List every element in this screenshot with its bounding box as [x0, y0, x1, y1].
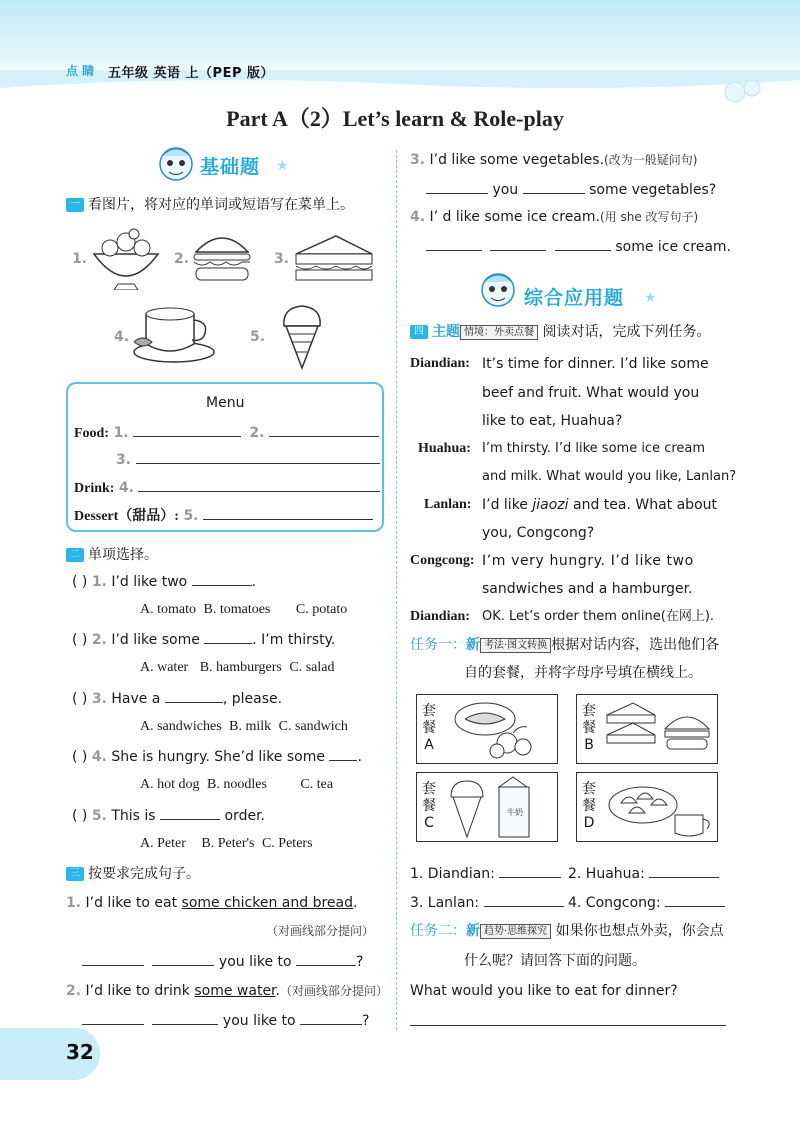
- answer-3-blank[interactable]: [484, 893, 564, 907]
- question-1-options: [140, 601, 347, 619]
- question-2-stem-end: . I’m thirsty.: [252, 632, 336, 648]
- menu-food-row-2: [116, 450, 380, 469]
- dialogue-line-6b: and tea. What about: [573, 497, 717, 513]
- q3-option-a[interactable]: A. sandwiches: [140, 719, 222, 734]
- rewrite-2-tail: ?: [362, 1013, 370, 1029]
- rewrite-item-4: [410, 208, 698, 226]
- context-tag: 情境：外卖点餐: [460, 325, 538, 340]
- task-1-answer-2: [568, 864, 719, 883]
- q4-option-c[interactable]: C. tea: [300, 777, 334, 792]
- set-a-label-char-1: 套: [422, 703, 436, 719]
- theme-label: 主题: [432, 324, 460, 340]
- answer-3-label: 3. Lanlan:: [410, 895, 480, 911]
- milk-carton-label: 牛奶: [507, 808, 523, 817]
- page-number: 32: [66, 1040, 94, 1064]
- dialogue-line-10: OK. Let’s order them online(在网上).: [482, 609, 715, 624]
- section-2-instruction: 单项选择。: [88, 547, 158, 563]
- dialogue-line-7: you, Congcong?: [482, 525, 595, 541]
- q4-option-b[interactable]: B. noodles: [207, 777, 267, 792]
- question-4-stem: She is hungry. She’d like some: [111, 749, 325, 765]
- ice-cream-and-milk-picture: [443, 775, 555, 841]
- q5-option-a[interactable]: A. Peter: [140, 836, 186, 851]
- set-d-label-char-1: 套: [582, 781, 596, 797]
- task-1-answer-1: [410, 864, 561, 883]
- task-2-instruction-b: 什么呢？请回答下面的问题。: [464, 953, 646, 969]
- set-b-letter: B: [584, 737, 594, 753]
- rewrite-2-underlined: some water: [194, 983, 276, 999]
- dialogue-line-3: like to eat, Huahua?: [482, 413, 623, 429]
- rewrite-1-tail: ?: [356, 954, 364, 970]
- task-2-label: 任务二：: [410, 923, 466, 939]
- speaker-huahua: Huahua:: [418, 441, 471, 456]
- question-4-options: [140, 776, 333, 794]
- task-1-answer-3: [410, 893, 564, 912]
- set-d-letter: D: [583, 815, 595, 831]
- section-4-badge: 四: [410, 325, 428, 339]
- salad-bowl-picture: [88, 228, 164, 290]
- rewrite-1-blank-c[interactable]: [296, 952, 356, 966]
- rewrite-2-note: （对画线部分提问）: [279, 984, 388, 998]
- rewrite-2-answer-row: [82, 1011, 369, 1030]
- dialogue-line-8: I’m very hungry. I’d like two: [482, 553, 694, 569]
- rewrite-1-answer-text: you like to: [218, 954, 292, 970]
- applied-section-banner: 综合应用题: [524, 287, 625, 309]
- section-1-instruction: 看图片，将对应的单词或短语写在菜单上。: [88, 197, 354, 213]
- q5-option-b[interactable]: B. Peter's: [201, 836, 255, 851]
- dialogue-line-4: I’m thirsty. I’d like some ice cream: [482, 441, 706, 456]
- set-b-label-char-1: 套: [582, 703, 596, 719]
- menu-blank-3-number: 3.: [116, 452, 132, 468]
- question-3-stem-end: , please.: [222, 691, 283, 707]
- task-2-instruction-a: 如果你也想点外卖，你会点: [555, 923, 724, 939]
- set-b-label: [579, 703, 599, 754]
- speaker-lanlan: Lanlan:: [424, 497, 472, 512]
- question-5-stem-end: order.: [224, 808, 265, 824]
- choice-question-3: [72, 689, 282, 708]
- section-3-heading: [66, 865, 200, 883]
- picture-number-1: 1.: [72, 251, 88, 267]
- menu-drink-row: [74, 478, 380, 498]
- basic-section-banner: 基础题: [200, 156, 261, 178]
- section-2-badge: 二: [66, 548, 84, 562]
- rewrite-2-text: I’d like to drink: [85, 983, 195, 999]
- beef-and-fruit-picture: [443, 697, 555, 761]
- menu-blank-4[interactable]: [138, 478, 380, 492]
- question-4-blank[interactable]: [329, 747, 357, 761]
- set-b-label-char-2: 餐: [582, 720, 596, 736]
- speaker-diandian-2: Diandian:: [410, 609, 470, 624]
- sandwich-picture: [292, 232, 376, 284]
- answer-bracket-4[interactable]: ( ): [72, 749, 88, 765]
- set-a-letter: A: [424, 737, 434, 753]
- rewrite-3-blank-a[interactable]: [426, 180, 488, 194]
- meal-set-c[interactable]: [416, 772, 558, 842]
- rewrite-4-answer-row: [426, 237, 731, 256]
- set-a-label-char-2: 餐: [422, 720, 436, 736]
- question-5-options: [140, 835, 313, 853]
- question-5-blank[interactable]: [160, 806, 220, 820]
- task-2-new-icon: 新: [466, 923, 480, 939]
- rewrite-item-1: [66, 894, 357, 912]
- star-icon-2: ★: [644, 290, 657, 306]
- rewrite-item-3: [410, 151, 697, 169]
- jiaozi-and-tea-picture: [603, 775, 715, 839]
- answer-1-blank[interactable]: [499, 864, 561, 878]
- question-1-stem: I’d like two: [111, 574, 188, 590]
- dialogue-line-2: beef and fruit. What would you: [482, 385, 700, 401]
- section-1-badge: 一: [66, 198, 84, 212]
- q2-option-a[interactable]: A. water: [140, 660, 189, 675]
- picture-number-3: 3.: [274, 251, 290, 267]
- answer-bracket-3[interactable]: ( ): [72, 691, 88, 707]
- set-c-label-char-2: 餐: [422, 798, 436, 814]
- task-1-label: 任务一：: [410, 637, 466, 653]
- choice-question-4: [72, 747, 362, 766]
- section-4-instruction: 阅读对话，完成下列任务。: [542, 324, 711, 340]
- answer-4-label: 4. Congcong:: [568, 895, 661, 911]
- menu-blank-1[interactable]: [133, 423, 241, 437]
- menu-blank-4-number: 4.: [118, 480, 134, 496]
- menu-title: Menu: [206, 395, 245, 411]
- question-1-number: 1.: [91, 574, 107, 590]
- task-1-answer-4: [568, 893, 725, 912]
- drink-label: Drink:: [74, 481, 115, 496]
- question-3-options: [140, 718, 348, 736]
- answer-2-blank[interactable]: [649, 864, 719, 878]
- question-2-blank[interactable]: [204, 630, 252, 644]
- menu-blank-3[interactable]: [136, 450, 380, 464]
- q1-option-b[interactable]: B. tomatoes: [203, 602, 271, 617]
- rewrite-3-blank-b[interactable]: [523, 180, 585, 194]
- answer-4-blank[interactable]: [665, 893, 725, 907]
- dialogue-line-6a: I’d like: [482, 497, 528, 513]
- rewrite-3-answer-you: you: [492, 182, 519, 198]
- rewrite-4-note: (用 she 改写句子): [599, 210, 699, 224]
- tea-cup-picture: [130, 298, 218, 366]
- rewrite-3-number: 3.: [410, 152, 426, 168]
- menu-blank-5[interactable]: [203, 506, 373, 520]
- section-3-badge: 三: [66, 867, 84, 881]
- rewrite-4-blank-c[interactable]: [555, 237, 611, 251]
- question-5-number: 5.: [91, 808, 107, 824]
- menu-dessert-row: [74, 506, 373, 526]
- picture-number-4: 4.: [114, 329, 130, 345]
- rewrite-2-blank-b[interactable]: [152, 1011, 218, 1025]
- rewrite-2-answer-text: you like to: [222, 1013, 296, 1029]
- task-2-answer-line[interactable]: [410, 1012, 726, 1026]
- question-3-number: 3.: [91, 691, 107, 707]
- answer-1-label: 1. Diandian:: [410, 866, 495, 882]
- rewrite-4-blank-a[interactable]: [426, 237, 482, 251]
- star-icon: ★: [276, 158, 289, 174]
- rewrite-2-end: .: [275, 983, 280, 999]
- set-c-letter: C: [424, 815, 434, 831]
- picture-number-2: 2.: [174, 251, 190, 267]
- dialogue-line-9: sandwiches and a hamburger.: [482, 581, 693, 597]
- question-1-stem-end: .: [251, 574, 257, 590]
- task-2-question: What would you like to eat for dinner?: [410, 983, 678, 999]
- brand-logo: 点 睛: [66, 64, 95, 78]
- rewrite-3-answer-row: [426, 180, 716, 199]
- task-2-heading: [410, 922, 724, 940]
- rewrite-1-blank-a[interactable]: [82, 952, 144, 966]
- dialogue-line-5: and milk. What would you like, Lanlan?: [482, 469, 737, 484]
- section-1-heading: [66, 196, 354, 214]
- q3-option-b[interactable]: B. milk: [229, 719, 272, 734]
- menu-blank-2[interactable]: [269, 423, 379, 437]
- section-3-instruction: 按要求完成句子。: [88, 866, 200, 882]
- question-4-number: 4.: [91, 749, 107, 765]
- rewrite-4-answer-text: some ice cream.: [615, 239, 731, 255]
- answer-bracket-2[interactable]: ( ): [72, 632, 88, 648]
- q1-option-c[interactable]: C. potato: [295, 602, 348, 617]
- task-1-new-icon: 新: [466, 637, 480, 653]
- picture-number-5: 5.: [250, 329, 266, 345]
- question-4-stem-end: .: [357, 749, 362, 765]
- question-5-stem: This is: [111, 808, 156, 824]
- page-title: Part A（2）Let’s learn & Role-play: [226, 106, 564, 131]
- choice-question-1: [72, 572, 256, 591]
- dessert-label: Dessert（甜品）:: [74, 509, 179, 524]
- task-1-instruction-a: 根据对话内容，选出他们各: [551, 637, 720, 653]
- rewrite-3-answer-end: some vegetables?: [589, 182, 717, 198]
- rewrite-1-answer-row: [82, 952, 363, 971]
- rewrite-1-text: I’d like to eat: [85, 895, 182, 911]
- rewrite-1-underlined: some chicken and bread: [181, 895, 353, 911]
- food-label: Food:: [74, 426, 109, 441]
- meal-set-d[interactable]: [576, 772, 718, 842]
- dialogue-line-6: [482, 496, 717, 514]
- rewrite-4-number: 4.: [410, 209, 426, 225]
- q2-option-b[interactable]: B. hamburgers: [199, 660, 282, 675]
- rewrite-1-note: （对画线部分提问）: [266, 924, 375, 938]
- set-a-label: [419, 703, 439, 754]
- menu-food-row: [74, 423, 379, 443]
- speaker-congcong: Congcong:: [410, 553, 475, 568]
- question-3-blank[interactable]: [165, 689, 223, 703]
- set-d-label: [579, 781, 599, 832]
- rewrite-3-note: (改为一般疑问句): [604, 153, 698, 167]
- menu-blank-5-number: 5.: [183, 508, 199, 524]
- answer-2-label: 2. Huahua:: [568, 866, 645, 882]
- question-3-stem: Have a: [111, 691, 161, 707]
- column-divider: [396, 150, 397, 1030]
- section-4-heading: [410, 323, 710, 341]
- menu-blank-2-number: 2.: [249, 425, 265, 441]
- rewrite-2-number: 2.: [66, 983, 82, 999]
- rewrite-4-text: I’ d like some ice cream.: [429, 209, 600, 225]
- rewrite-2-blank-a[interactable]: [82, 1011, 144, 1025]
- menu-blank-1-number: 1.: [113, 425, 129, 441]
- rewrite-item-2: [66, 982, 388, 1000]
- task-1-tag: 考法·图文转换: [480, 638, 551, 653]
- mascot-icon-2: [476, 268, 522, 314]
- speaker-diandian-1: Diandian:: [410, 356, 470, 371]
- question-2-options: [140, 659, 335, 677]
- rewrite-3-text: I’d like some vegetables.: [429, 152, 605, 168]
- ice-cream-cone-picture: [278, 302, 326, 370]
- meal-set-a[interactable]: [416, 694, 558, 764]
- choice-question-2: [72, 630, 335, 649]
- choice-question-5: [72, 806, 265, 825]
- rewrite-1-blank-b[interactable]: [152, 952, 214, 966]
- dialogue-jiaozi: jiaozi: [532, 497, 569, 513]
- rewrite-4-blank-b[interactable]: [490, 237, 546, 251]
- q3-option-c[interactable]: C. sandwich: [278, 719, 348, 734]
- hamburger-picture: [192, 228, 252, 286]
- q2-option-c[interactable]: C. salad: [289, 660, 335, 675]
- set-c-label-char-1: 套: [422, 781, 436, 797]
- rewrite-2-blank-c[interactable]: [300, 1011, 362, 1025]
- answer-bracket-5[interactable]: ( ): [72, 808, 88, 824]
- set-c-label: [419, 781, 439, 832]
- dialogue-line-1: It’s time for dinner. I’d like some: [482, 356, 709, 372]
- task-1-instruction-b: 自的套餐，并将字母序号填在横线上。: [464, 665, 702, 681]
- question-2-stem: I’d like some: [111, 632, 200, 648]
- task-1-heading: [410, 636, 719, 654]
- q5-option-c[interactable]: C. Peters: [261, 836, 313, 851]
- question-1-blank[interactable]: [192, 572, 252, 586]
- meal-set-b[interactable]: [576, 694, 718, 764]
- answer-bracket-1[interactable]: ( ): [72, 574, 88, 590]
- set-d-label-char-2: 餐: [582, 798, 596, 814]
- sandwiches-and-hamburger-picture: [603, 697, 715, 761]
- question-2-number: 2.: [91, 632, 107, 648]
- q4-option-a[interactable]: A. hot dog: [140, 777, 200, 792]
- q1-option-a[interactable]: A. tomato: [140, 602, 196, 617]
- rewrite-1-number: 1.: [66, 895, 82, 911]
- mascot-icon: [154, 144, 200, 188]
- section-2-heading: [66, 546, 158, 564]
- rewrite-1-end: .: [353, 895, 358, 911]
- task-2-tag: 趋势·思维探究: [480, 924, 551, 939]
- book-title: 五年级 英语 上（PEP 版）: [108, 66, 275, 81]
